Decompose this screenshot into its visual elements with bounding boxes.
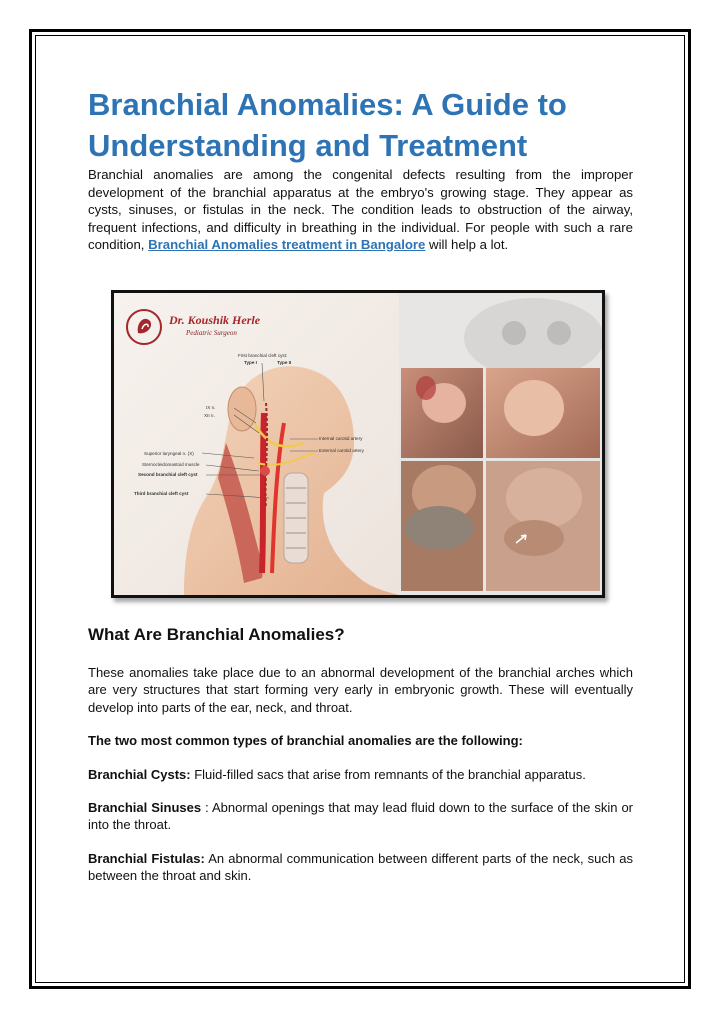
label-internal-carotid: Internal carotid artery	[319, 436, 363, 441]
section-heading: What Are Branchial Anomalies?	[88, 625, 345, 644]
label-type1: Type I	[244, 360, 257, 365]
section-paragraph	[88, 664, 633, 716]
article-intro	[88, 84, 633, 254]
label-superior-laryngeal: Superior laryngeal n. (X)	[144, 451, 194, 456]
list-item	[88, 799, 633, 834]
item-desc: : Abnormal openings that may lead fluid down to the surface of the skin or into the throat.	[88, 800, 634, 833]
label-xii-nerve: XII n.	[204, 413, 215, 418]
brand-name: Dr. Koushik Herle	[169, 313, 261, 327]
types-heading	[88, 732, 633, 749]
item-term: Branchial Fistulas:	[88, 851, 205, 866]
list-item	[88, 850, 633, 885]
label-external-carotid: External carotid artery	[319, 448, 364, 453]
item-desc: Fluid-filled sacs that arise from remnants of the branchial apparatus.	[190, 767, 586, 782]
item-term: Branchial Cysts:	[88, 767, 191, 782]
label-sternocleidomastoid: Sternocleidomastoid muscle	[142, 462, 200, 467]
anatomy-figure	[111, 290, 605, 598]
label-first-cleft: First branchial cleft cyst:	[238, 353, 288, 358]
label-third-cleft: Third branchial cleft cyst	[134, 491, 189, 496]
item-desc: An abnormal communication between different parts of the neck, such as between the throat and skin.	[88, 851, 633, 884]
section-paragraph-text: These anomalies take place due to an abnormal development of the branchial arches which are very structures that start forming very early in embryonic growth. These will eventually develop into parts of the ear, neck, and throat.	[88, 665, 633, 715]
intro-paragraph	[88, 166, 633, 254]
label-ix-nerve: IX n.	[206, 405, 216, 410]
intro-text-after: will help a lot.	[425, 237, 509, 252]
patient-photos	[401, 368, 600, 591]
list-item	[88, 766, 633, 783]
label-second-cleft: Second branchial cleft cyst	[138, 472, 198, 477]
label-type2: Type II	[277, 360, 292, 365]
intro-text-before: Branchial anomalies are among the congenital defects resulting from the improper development of the branchial apparatus at the embryo's growing stage. They appear as cysts, sinuses, or fistulas in the neck. The condition leads to obstruction of the airway, frequent infections, and difficulty in breathing in the individual. For people with such a rare condition,	[88, 167, 633, 252]
brand-subtitle: Pediatric Surgeon	[186, 329, 237, 337]
item-term: Branchial Sinuses	[88, 800, 202, 815]
page-title: Branchial Anomalies: A Guide to Understanding and Treatment	[88, 87, 567, 163]
types-heading-text: The two most common types of branchial anomalies are the following:	[88, 733, 523, 748]
treatment-link[interactable]: Branchial Anomalies treatment in Bangalore	[148, 237, 426, 252]
figure-illustration	[114, 293, 602, 595]
